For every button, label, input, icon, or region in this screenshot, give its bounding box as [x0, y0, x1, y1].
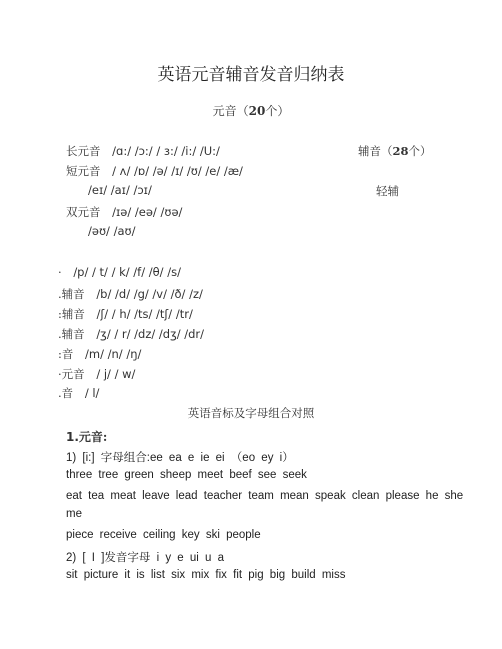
vowels-heading-text: 元音（: [212, 104, 249, 118]
vowel-row-label: 双元音: [66, 205, 101, 219]
consonant-row-label: :音: [58, 347, 74, 361]
vowel-row-symbols: /ɑ:/ /ɔ:/ / ɜ:/ /i:/ /U:/: [112, 144, 220, 158]
consonant-row: [58, 366, 135, 382]
item1-line: three tree green sheep meet beef see seek: [66, 469, 307, 481]
vowel-row-diphthong-2: [66, 204, 182, 220]
page-title: 英语元音辅音发音归纳表: [157, 65, 345, 85]
consonant-row-symbols: / j/ / w/: [96, 367, 136, 381]
item2-heading: 2) [ I ]发音字母 i y e ui u a: [66, 552, 225, 564]
section1-text: 元音:: [78, 430, 108, 444]
section1-number: 1.: [66, 430, 79, 444]
vowels-heading: [0, 102, 502, 119]
section-title: 英语音标及字母组合对照: [187, 406, 315, 420]
consonant-row-symbols: / l/: [84, 386, 100, 400]
item1-line: piece receive ceiling key ski people: [66, 529, 261, 541]
vowel-row-diphthong-3: [88, 224, 135, 238]
vowel-row-symbols: /əʊ/ /aʊ/: [88, 224, 136, 238]
consonant-row: [58, 306, 193, 322]
consonants-heading-text: 辅音（: [358, 144, 393, 158]
item2-line: sit picture it is list six mix fix fit pig big build miss: [66, 569, 346, 581]
consonant-row-symbols: /p/ / t/ / k/ /f/ /θ/ /s/: [73, 265, 181, 279]
vowel-row-long: [66, 143, 220, 159]
consonant-row-label: ·元音: [58, 367, 85, 381]
consonant-row: [58, 265, 181, 279]
consonant-row-symbols: /b/ /d/ /g/ /v/ /ð/ /z/: [96, 287, 203, 301]
item1-heading: 1) [i:] 字母组合:ee ea e ie ei （eo ey i）: [66, 452, 294, 464]
consonants-heading-suffix: 个）: [408, 144, 432, 158]
vowel-row-symbols: /eɪ/ /aɪ/ /ɔɪ/: [88, 183, 152, 197]
consonant-row-symbols: /m/ /n/ /ŋ/: [85, 347, 142, 361]
consonant-row-label: ·: [58, 265, 62, 279]
consonant-row-label: :辅音: [58, 307, 85, 321]
vowel-row-symbols: / ʌ/ /ɒ/ /ə/ /ɪ/ /ʊ/ /e/ /æ/: [112, 164, 243, 178]
consonant-row: [58, 286, 203, 302]
vowel-row-label: 长元音: [66, 144, 101, 158]
vowel-row-label: 短元音: [66, 164, 101, 178]
consonant-row-label: .音: [58, 386, 74, 400]
vowel-row-diphthong-1: [88, 183, 152, 197]
consonant-row-label: .辅音: [58, 327, 85, 341]
vowels-heading-suffix: 个）: [265, 104, 290, 118]
consonant-row: [58, 385, 99, 401]
light-consonant-label: 轻辅: [376, 184, 399, 198]
consonants-count: 28: [392, 144, 409, 158]
consonant-row-label: .辅音: [58, 287, 85, 301]
consonant-row: [58, 326, 204, 342]
consonant-row-symbols: /ʒ/ / r/ /dz/ /dʒ/ /dr/: [96, 327, 205, 341]
vowel-row-short: [66, 163, 243, 179]
consonant-row-symbols: /ʃ/ / h/ /ts/ /tʃ/ /tr/: [96, 307, 193, 321]
section1-heading: [66, 428, 107, 445]
vowel-row-symbols: /ɪə/ /eə/ /ʊə/: [112, 205, 183, 219]
vowels-count: 20: [248, 104, 266, 118]
item1-line: eat tea meat leave lead teacher team mean speak clean please he she me: [66, 490, 464, 520]
consonant-row: [58, 346, 141, 362]
consonants-heading: [358, 143, 432, 159]
